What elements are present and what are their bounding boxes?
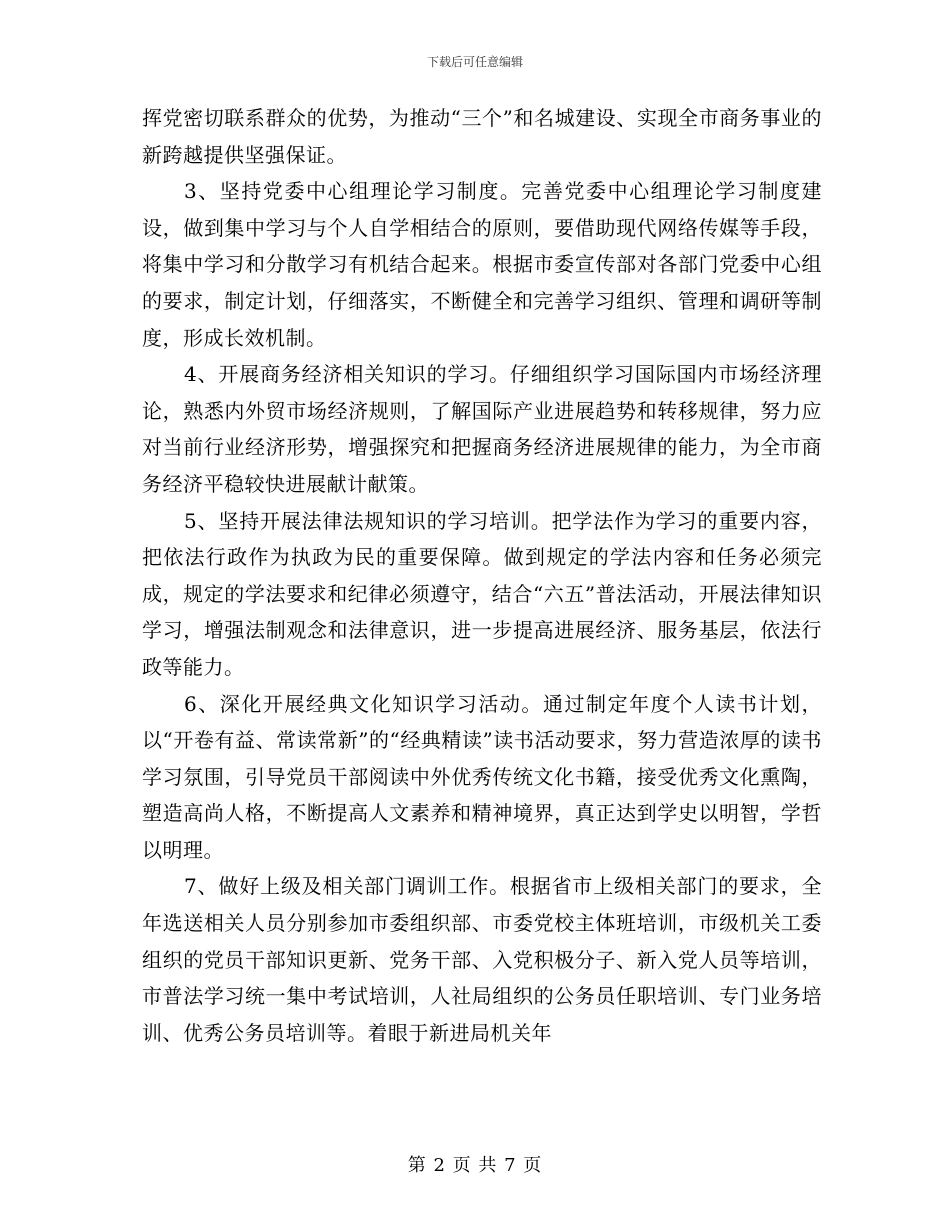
page-footer: 第 2 页 共 7 页 [407, 1155, 543, 1176]
paragraph-1: 挥党密切联系群众的优势，为推动“三个”和名城建设、实现全市商务事业的新跨越提供坚强保证。 [142, 106, 822, 167]
page-header: 下载后可任意编辑 [426, 55, 523, 69]
paragraph-4: 5、坚持开展法律法规知识的学习培训。把学法作为学习的重要内容，把依法行政作为执政为民的重要保障。做到规定的学法内容和任务必须完成，规定的学法要求和纪律必须遵守，结合“六五”普法活动，开展法律知识学习，增强法制观念和法律意识，进一步提高进展经济、服务基层，依法行政等能力。 [142, 508, 822, 679]
document-body [142, 100, 822, 1051]
paragraph-2: 3、坚持党委中心组理论学习制度。完善党委中心组理论学习制度建设，做到集中学习与个人自学相结合的原则，要借助现代网络传媒等手段，将集中学习和分散学习有机结合起来。根据市委宣传部对各部门党委中心组的要求，制定计划，仔细落实，不断健全和完善学习组织、管理和调研等制度，形成长效机制。 [142, 179, 822, 350]
paragraph-3: 4、开展商务经济相关知识的学习。仔细组织学习国际国内市场经济理论，熟悉内外贸市场经济规则，了解国际产业进展趋势和转移规律，努力应对当前行业经济形势，增强探究和把握商务经济进展规律的能力，为全市商务经济平稳较快进展献计献策。 [142, 362, 822, 496]
paragraph-5: 6、深化开展经典文化知识学习活动。通过制定年度个人读书计划，以“开卷有益、常读常新”的“经典精读”读书活动要求，努力营造浓厚的读书学习氛围，引导党员干部阅读中外优秀传统文化书籍，接受优秀文化熏陶，塑造高尚人格，不断提高人文素养和精神境界，真正达到学史以明智，学哲以明理。 [142, 691, 822, 862]
paragraph-6: 7、做好上级及相关部门调训工作。根据省市上级相关部门的要求，全年选送相关人员分别参加市委组织部、市委党校主体班培训，市级机关工委组织的党员干部知识更新、党务干部、入党积极分子、新入党人员等培训，市普法学习统一集中考试培训，人社局组织的公务员任职培训、专门业务培训、优秀公务员培训等。着眼于新进局机关年 [142, 874, 822, 1045]
